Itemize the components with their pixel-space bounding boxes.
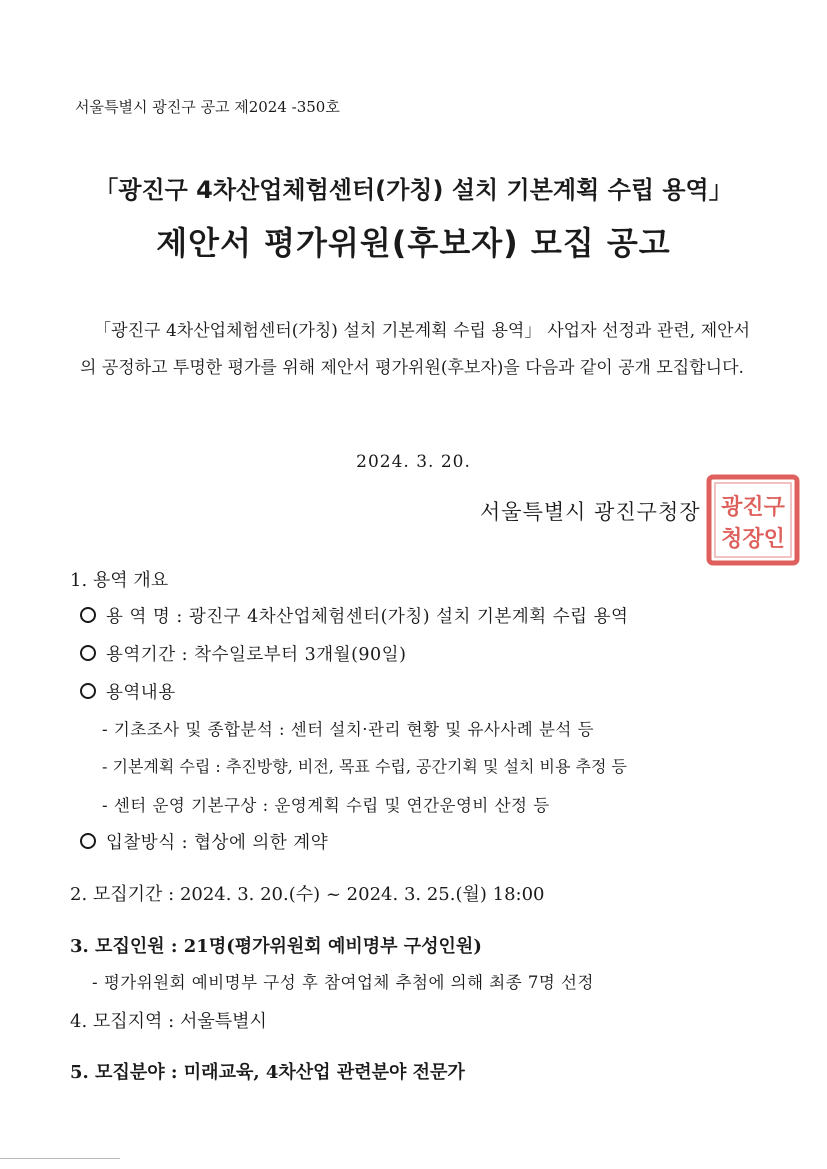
sub-list-item: - 기본계획 수립 : 추진방향, 비전, 목표 수립, 공간기획 및 설치 비용 추정 등 <box>102 757 627 776</box>
intro-paragraph: 「광진구 4차산업체험센터(가칭) 설치 기본계획 수립 용역」 사업자 선정과 관련, 제안서의 공정하고 투명한 평가를 위해 제안서 평가위원(후보자)을 다음과 같이 공개 모집합니다. <box>80 321 750 378</box>
bullet-circle-icon <box>80 607 96 623</box>
seal-text-bottom: 청장인 <box>721 527 785 552</box>
section1-heading: 1. 용역 개요 <box>70 570 169 591</box>
item-text: 용역내용 <box>106 683 176 703</box>
seal-text-top: 광진구 <box>721 495 785 520</box>
section4-region: 4. 모집지역 : 서울특별시 <box>70 1011 267 1032</box>
section3-heading: 3. 모집인원 : 21명(평가위원회 예비명부 구성인원) <box>70 936 482 957</box>
item-text: 용 역 명 : 광진구 4차산업체험센터(가칭) 설치 기본계획 수립 용역 <box>106 607 629 627</box>
notice-date: 2024. 3. 20. <box>356 452 471 472</box>
sub-list-item: - 기초조사 및 종합분석 : 센터 설치·관리 현황 및 유사사례 분석 등 <box>102 720 595 739</box>
issuer-name: 서울특별시 광진구청장 <box>480 500 701 524</box>
bullet-circle-icon <box>80 645 96 661</box>
section5-field: 5. 모집분야 : 미래교육, 4차산업 관련분야 전문가 <box>70 1062 465 1083</box>
item-text: 용역기간 : 착수일로부터 3개월(90일) <box>106 645 407 665</box>
list-item <box>80 641 406 666</box>
section3-note: - 평가위원회 예비명부 구성 후 참여업체 추첨에 의해 최종 7명 선정 <box>92 973 594 992</box>
document-title-line1: 「광진구 4차산업체험센터(가칭) 설치 기본계획 수립 용역」 <box>94 176 733 204</box>
list-item <box>80 603 628 628</box>
document-title-line2: 제안서 평가위원(후보자) 모집 공고 <box>156 224 671 262</box>
list-item <box>80 679 176 704</box>
item-text: 입찰방식 : 협상에 의한 계약 <box>106 833 329 853</box>
list-item <box>80 829 328 854</box>
notice-number: 서울특별시 광진구 공고 제2024 -350호 <box>75 98 340 116</box>
section2-recruitment-period: 2. 모집기간 : 2024. 3. 20.(수) ~ 2024. 3. 25.(월) 18:00 <box>70 884 545 905</box>
bullet-circle-icon <box>80 683 96 699</box>
bullet-circle-icon <box>80 833 96 849</box>
scan-edge-divider <box>0 1158 120 1159</box>
sub-list-item: - 센터 운영 기본구상 : 운영계획 수립 및 연간운영비 산정 등 <box>102 796 550 815</box>
official-seal-stamp <box>706 474 800 566</box>
